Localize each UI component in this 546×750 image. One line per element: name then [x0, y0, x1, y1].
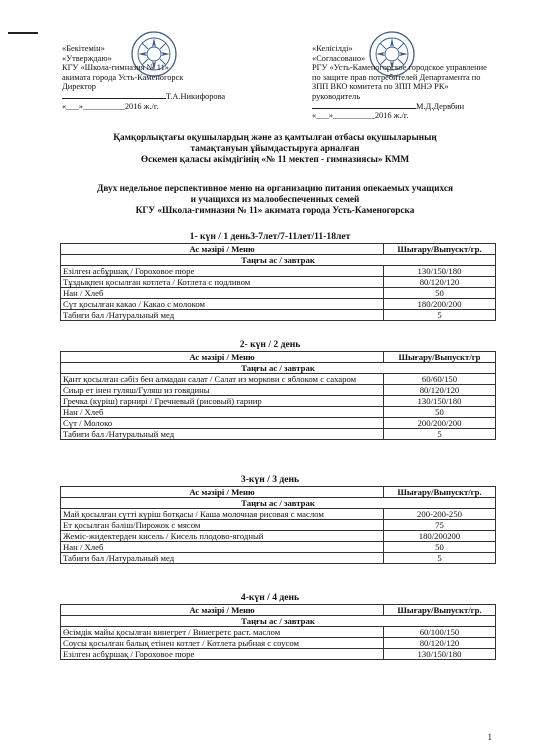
dish-cell: Қант қосылған сәбіз бен алмадан салат / Салат из моркови с яблоком с сахаром — [61, 374, 384, 385]
approve-org: КГУ «Школа-гимназия № 11» — [62, 63, 169, 73]
dish-cell: Соусы қосылған балық етінен котлет / Котлета рыбная с соусом — [61, 638, 384, 649]
document-headings — [40, 133, 510, 217]
table-row — [61, 418, 496, 429]
table-row — [61, 374, 496, 385]
approve-org-city: акимата города Усть-Каменогорск — [62, 72, 184, 82]
section-row — [61, 616, 496, 627]
yield-cell: 180/200/200 — [384, 299, 496, 310]
col-yield-header: Шығару/Выпускт/гр. — [384, 487, 496, 498]
yield-cell: 80/120/120 — [384, 385, 496, 396]
section-row — [61, 255, 496, 266]
section-row — [61, 363, 496, 374]
approve-position: Директор — [62, 82, 96, 92]
approve-signature-line — [62, 92, 252, 102]
agree-kz-label: «Келісілді» — [312, 44, 353, 53]
approval-block-right — [312, 44, 527, 121]
yield-cell: 130/150/180 — [384, 266, 496, 277]
day-2-menu-table — [60, 351, 496, 440]
approval-block-left — [62, 44, 252, 111]
table-row — [61, 531, 496, 542]
yield-cell: 130/150/180 — [384, 396, 496, 407]
dish-cell: Жеміс-жидектерден кисель / Кисель плодово-ягодный — [61, 531, 384, 542]
table-row — [61, 266, 496, 277]
agree-signature-line — [312, 102, 527, 112]
section-label: Таңғы ас / завтрак — [61, 363, 496, 374]
agree-ru-label: «Согласовано» — [312, 53, 366, 63]
dish-cell: Табиғи бал /Натуральный мед — [61, 429, 384, 440]
table-header-row — [61, 487, 496, 498]
table-row — [61, 542, 496, 553]
dish-cell: Нан / Хлеб — [61, 407, 384, 418]
table-header-row — [61, 352, 496, 363]
dish-cell: Май қосылған сүтті күріш ботқасы / Каша молочная рисовая с маслом — [61, 509, 384, 520]
yield-cell: 50 — [384, 407, 496, 418]
yield-cell: 50 — [384, 288, 496, 299]
table-row — [61, 385, 496, 396]
dish-cell: Езілген асбұршақ / Гороховое пюре — [61, 266, 384, 277]
yield-cell: 180/200200 — [384, 531, 496, 542]
yield-cell: 50 — [384, 542, 496, 553]
yield-cell: 80/120/120 — [384, 277, 496, 288]
yield-cell: 60/100/150 — [384, 627, 496, 638]
table-row — [61, 277, 496, 288]
day-1-menu-table — [60, 243, 496, 321]
yield-cell: 200-200-250 — [384, 509, 496, 520]
dish-cell: Сүт қосылған какао / Какао с молоком — [61, 299, 384, 310]
dish-cell: Өсімдік майы қосылған винегрет / Винегретс раст. маслом — [61, 627, 384, 638]
dish-cell: Табиғи бал /Натуральный мед — [61, 310, 384, 321]
dish-cell: Ет қосылған бәліш/Пирожок с мясом — [61, 520, 384, 531]
heading-ru-3: КГУ «Школа-гимназия № 11» акимата города Усть-Каменогорска — [135, 206, 415, 216]
dish-cell: Нан / Хлеб — [61, 542, 384, 553]
table-row — [61, 396, 496, 407]
agree-position: руководитель — [312, 91, 361, 101]
agree-signer: М.Д.Дервбин — [416, 101, 465, 111]
approve-date: «___»__________2016 ж./г. — [62, 101, 159, 111]
table-row — [61, 429, 496, 440]
heading-kz-1: Қамқорлықтағы оқушылардың және аз қамтылған отбасы оқушыларының — [113, 133, 437, 143]
col-yield-header: Шығару/Выпускт/гр. — [384, 244, 496, 255]
table-row — [61, 299, 496, 310]
day-2-title: 2- күн / 2 день — [239, 339, 301, 350]
table-row — [61, 288, 496, 299]
page-number: 1 — [487, 732, 492, 742]
yield-cell: 75 — [384, 520, 496, 531]
agree-org-2: по защите прав потребителей Департамента по — [312, 72, 481, 82]
col-menu-header: Ас мәзірі / Меню — [61, 244, 384, 255]
agree-org-3: ЗПП ВКО комитета по ЗПП МНЭ РК» — [312, 82, 449, 92]
day-4-menu-table — [60, 604, 496, 660]
table-row — [61, 649, 496, 660]
col-yield-header: Шығару/Выпускт/гр. — [384, 605, 496, 616]
dish-cell: Тұздықпен қосылған котлета / Котлета с подливом — [61, 277, 384, 288]
dish-cell: Табиғи бал /Натуральный мед — [61, 553, 384, 564]
heading-ru-1: Двух недельное перспективное меню на организацию питания опекаемых учащихся — [96, 184, 454, 194]
col-menu-header: Ас мәзірі / Меню — [61, 605, 384, 616]
day-3-title: 3-күн / 3 день — [240, 474, 300, 485]
table-row — [61, 407, 496, 418]
dish-cell: Езілген асбұршақ / Гороховое пюре — [61, 649, 384, 660]
table-row — [61, 627, 496, 638]
day-3-menu-table — [60, 486, 496, 564]
dish-cell: Сүт / Молоко — [61, 418, 384, 429]
approve-kz-label: «Бекітемін» — [62, 44, 105, 53]
dish-cell: Сиыр ет інен гуляш/Гуляш из говядины — [61, 385, 384, 396]
day-4-title: 4-күн / 4 день — [240, 592, 300, 603]
table-row — [61, 638, 496, 649]
agree-org-1: РГУ «Усть-Каменогорское городское управление — [312, 63, 487, 73]
yield-cell: 5 — [384, 310, 496, 321]
col-yield-header: Шығару/Выпускт/гр — [384, 352, 496, 363]
section-label: Таңғы ас / завтрак — [61, 616, 496, 627]
table-row — [61, 553, 496, 564]
dish-cell: Гречка (күріш) гарнирі / Гречневый (рисовый) гарнир — [61, 396, 384, 407]
table-row — [61, 509, 496, 520]
yield-cell: 80/120/120 — [384, 638, 496, 649]
dish-cell: Нан / Хлеб — [61, 288, 384, 299]
section-label: Таңғы ас / завтрак — [61, 255, 496, 266]
table-header-row — [61, 605, 496, 616]
col-menu-header: Ас мәзірі / Меню — [61, 352, 384, 363]
approve-signer: Т.А.Никифорова — [166, 91, 226, 101]
day-1-title: 1- күн / 1 день3-7лет/7-11лет/11-18лет — [189, 231, 351, 242]
heading-kz-3: Өскемен қаласы әкімдігінің «№ 11 мектеп - гимназиясы» КММ — [140, 155, 410, 165]
corner-mark — [8, 32, 38, 34]
yield-cell: 5 — [384, 429, 496, 440]
table-row — [61, 520, 496, 531]
yield-cell: 60/60/150 — [384, 374, 496, 385]
yield-cell: 130/150/180 — [384, 649, 496, 660]
section-row — [61, 498, 496, 509]
yield-cell: 5 — [384, 553, 496, 564]
heading-kz-2: тамақтануын ұйымдастыруға арналған — [190, 144, 360, 154]
section-label: Таңғы ас / завтрак — [61, 498, 496, 509]
col-menu-header: Ас мәзірі / Меню — [61, 487, 384, 498]
approve-ru-label: «Утверждаю» — [62, 53, 112, 63]
yield-cell: 200/200/200 — [384, 418, 496, 429]
heading-ru-2: и учащихся из малообеспеченных семей — [190, 195, 360, 205]
table-header-row — [61, 244, 496, 255]
table-row — [61, 310, 496, 321]
agree-date: «___»__________2016 ж./г. — [312, 111, 409, 121]
